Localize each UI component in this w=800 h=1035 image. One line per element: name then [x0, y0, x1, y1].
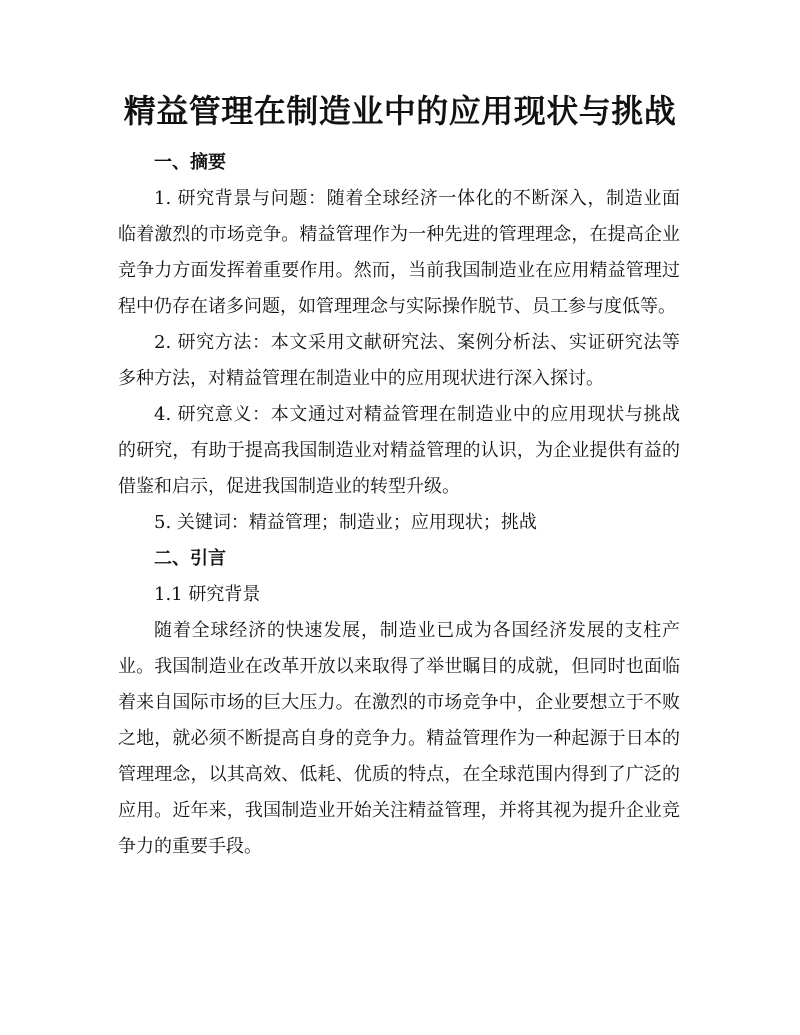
- abstract-item-methods: 2. 研究方法：本文采用文献研究法、案例分析法、实证研究法等多种方法，对精益管理在制造业中的应用现状进行深入探讨。: [118, 332, 680, 389]
- introduction-paragraph: 随着全球经济的快速发展，制造业已成为各国经济发展的支柱产业。我国制造业在改革开放以来取得了举世瞩目的成就，但同时也面临着来自国际市场的巨大压力。在激烈的市场竞争中，企业要想立于不败之地，就必须不断提高自身的竞争力。精益管理作为一种起源于日本的管理理念，以其高效、低耗、优质的特点，在全球范围内得到了广泛的应用。近年来，我国制造业开始关注精益管理，并将其视为提升企业竞争力的重要手段。: [118, 620, 680, 857]
- subsection-heading-background: 1.1 研究背景: [154, 584, 261, 605]
- document-title: 精益管理在制造业中的应用现状与挑战: [123, 92, 677, 130]
- abstract-item-significance: 4. 研究意义：本文通过对精益管理在制造业中的应用现状与挑战的研究，有助于提高我国制造业对精益管理的认识，为企业提供有益的借鉴和启示，促进我国制造业的转型升级。: [118, 404, 680, 497]
- section-heading-introduction: 二、引言: [154, 548, 226, 569]
- section-heading-abstract: 一、摘要: [154, 152, 226, 173]
- abstract-item-keywords: 5. 关键词：精益管理；制造业；应用现状；挑战: [154, 512, 537, 533]
- document-body: [118, 145, 680, 865]
- abstract-item-background: 1. 研究背景与问题：随着全球经济一体化的不断深入，制造业面临着激烈的市场竞争。精益管理作为一种先进的管理理念，在提高企业竞争力方面发挥着重要作用。然而，当前我国制造业在应用精益管理过程中仍存在诸多问题，如管理理念与实际操作脱节、员工参与度低等。: [118, 188, 680, 317]
